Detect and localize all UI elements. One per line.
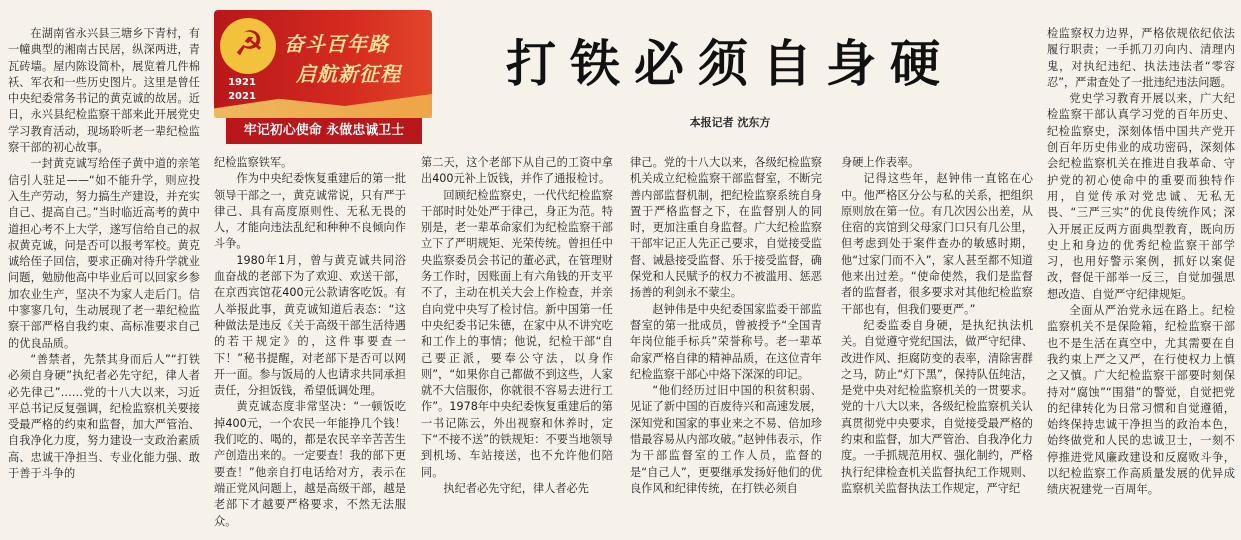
paragraph: “善禁者，先禁其身而后人”“打铁必须自身硬”执纪者必先守纪，律人者必先律己”……党的十八大以来，习近平总书记反复强调，纪检监察机关要接受最严格的约束和监督，加大严管治、自我净化力度，努力建设一支政治素质高、忠诚干净担当、专业化能力强、敢于善于斗争的 — [8, 352, 200, 481]
paragraph: 回顾纪检监察史，一代代纪检监察干部时时处处严于律己，身正为范。特别是，老一辈革命家们为纪检监察干部立下了严明规矩、光荣传统。曾担任中央监察委员会书记的董必武，在管理财务工作时，因账面上有六角钱的开支平不了，主动在机关大会上作检查，并亲自向党中央写了检讨信。新中国第一任中央纪委书记朱德，在家中从不讲究吃和工作上的事情；他说，纪检干部“自己要正派，要奉公守法，以身作则”，“如果你自己都做不到这些，人家就不大信服你，你就很不容易去进行工作”。1978年中央纪委恢复重建后的第一书记陈云，外出视察和休养时，定下“不接不送”的铁规矩：不要当地领导到机场、车站接送，也不允许他们陪同。 — [421, 188, 613, 479]
paragraph: “他们经历过旧中国的积贫积弱、见证了新中国的百废待兴和高速发展，深知党和国家的事业来之不易、倍加珍惜最容易从内部攻破。”赵钟伟表示，作为干部监督室的工作人员，监督的是“自己人”，更要继承发扬好他们的优良作风和纪律传统，在打铁必须自 — [630, 384, 822, 495]
logo-banner: 牢记初心使命 永做忠诚卫士 — [226, 118, 422, 144]
article-headline: 打铁必须自身硬 — [506, 34, 954, 93]
logo-slogan-line2: 启航新征程 — [296, 62, 401, 86]
article-byline: 本报记者 沈东方 — [689, 116, 771, 129]
paragraph: 在湖南省永兴县三塘乡下青村，有一幢典型的湘南古民居，纵深两进，青瓦砖墙。屋内陈设简朴，展览着几件棉袄、军衣和一些历史图片。这里是曾任中央纪委常务书记的黄克诚的故居。近日，永兴县纪检监察干部来此开展党史学习教育活动，现场聆听老一辈纪检监察干部的初心故事。 — [8, 27, 200, 155]
paragraph: 律己。党的十八大以来，各级纪检监察机关成立纪检监察干部监督室，不断完善内部监督机制，把纪检监察系统自身置于严格监督之下，在监督别人的同时，更加注重自身监督。广大纪检监察干部牢记正人先正己要求，自觉接受监督、诫悬接受监督、乐于接受监督，确保党和人民赋予的权力不被滥用、惩恶扬善的利剑永不蒙尘。 — [630, 156, 822, 300]
article-column-2 — [214, 155, 406, 538]
paragraph: 全面从严治党永远在路上。纪检监察机关不是保险箱，纪检监察干部也不是生活在真空中，尤其需要在自我约束上严之又严，在行使权力上慎之又慎。广大纪检监察干部要时刻保持对“腐蚀”“围猎”的警觉，自觉把党的纪律转化为日常习惯和自觉遵循，始终保持忠诚干净担当的政治本色，始终做党和人民的忠诚卫士，一刻不停推进党风廉政建设和反腐败斗争，以纪检监察工作高质量发展的优异成绩庆祝建党一百周年。 — [1047, 304, 1235, 497]
paragraph: 纪检监察铁军。 — [214, 156, 293, 169]
paragraph: 1980年1月，曾与黄克诚共同浴血奋战的老部下为了欢迎、欢送干部，在京西宾馆花400元公款请客吃饭。有人举报此事，黄克诚知道后表态：“这种做法是违反《关于高级干部生活待遇的若干规定》的，这件事要查一下！”秘书提醒，对老部下是否可以网开一面。参与饭局的人也请求共同承担责任，分担饭钱，希望低调处理。 — [214, 253, 406, 398]
article-column-6 — [1047, 26, 1235, 538]
year-end: 2021 — [228, 91, 256, 102]
hammer-sickle-icon: ☭ — [233, 24, 265, 64]
logo-slogan-line1: 奋斗百年路 — [284, 32, 389, 56]
article-column-1 — [8, 26, 200, 538]
article-column-3 — [421, 155, 613, 538]
paragraph: 一封黄克诚写给侄子黄中道的亲笔信引人驻足——“如不能升学，则应投入生产劳动，努力搞生产建设，并充实自己、提高自己。”当时临近高考的黄中道担心考不上大学，遂写信给自己的叔叔黄克诚，问是否可以报考军校。黄克诚给侄子回信，要求正确对待升学就业问题，勉励他高中毕业后可以回家乡参加农业生产，坚决不为家人走后门。信中寥寥几句，生动展现了老一辈纪检监察干部严格自我约束、高标准要求自己的优良品质。 — [8, 157, 200, 350]
paragraph: 党史学习教育开展以来，广大纪检监察干部认真学习党的百年历史、纪检监察史，深刻体悟中国共产党开创百年历史伟业的成功密码，深刻体会纪检监察机关在推进自我革命、守护党的初心使命中的重要而独特作用，自觉传承对党忠诚、无私无畏、“三严三实”的优良传统作风；深入开展正反两方面典型教育，既向历史上和身边的优秀纪检监察干部学习，也用好警示案例，抓好以案促改，督促干部举一反三，自觉加强思想改造、自觉严守纪律规矩。 — [1047, 92, 1235, 301]
paragraph: 纪委监委自身硬，是执纪执法机关。自觉遵守党纪国法，做严守纪律、改进作风、拒腐防变的表率，清除害群之马，防止“灯下黑”，保持队伍纯洁，是党中央对纪检监察机关的一贯要求。党的十八大以来，各级纪检监察机关认真贯彻党中央要求，自觉接受最严格的约束和监督，加大严管治、自我净化力度。一手抓规范用权、强化制约，严格执行纪律检查机关监督执纪工作规则、监察机关监督执法工作规定，严守纪 — [841, 318, 1033, 495]
article-column-4 — [630, 155, 822, 538]
paragraph: 身硬上作表率。 — [841, 156, 920, 169]
centennial-logo — [214, 10, 432, 148]
paragraph: 黄克诚态度非常坚决：“一顿饭吃掉400元，一个农民一年能挣几个钱！我们吃的、喝的，都是农民辛辛苦苦生产创造出来的。一定要查！我的部下更要查！”他亲自打电话给对方，表示在端正党风问题上，越是高级干部，越是老部下才越要严格要求，不然无法服众。 — [214, 400, 406, 528]
paragraph: 赵钟伟是中央纪委国家监委干部监督室的第一批成员，曾被授予“全国青年岗位能手标兵”荣誉称号。老一辈革命家严格自律的精神品质，在这位青年纪检监察干部心中烙下深深的印记。 — [630, 302, 822, 381]
logo-years — [224, 76, 260, 104]
paragraph: 第二天，这个老部下从自己的工资中拿出400元补上饭钱，并作了通报检讨。 — [421, 156, 613, 186]
paragraph: 执纪者必先守纪，律人者必先 — [443, 481, 589, 495]
paragraph: 检监察权力边界，严格依规依纪依法履行职责；一手抓刀刃向内、清理内鬼，对执纪违纪、执法违法者“零容忍”，严肃查处了一批违纪违法问题。 — [1047, 27, 1235, 89]
article-column-5 — [841, 155, 1033, 538]
paragraph: 记得这些年，赵钟伟一直铭在心中。他严格区分公与私的关系，把组织原则放在第一位。有几次因公出差，从住宿的宾馆到父母家门口只有几公里，但考虑到处于案件查办的敏感时期，他“过家门而不入”，家人甚至都不知道他来出过差。“使命使然，我们是监督者的监督者，很多要求对其他纪检监察干部也有，但我们要更严。” — [841, 172, 1033, 316]
year-start: 1921 — [228, 77, 256, 88]
paragraph: 作为中央纪委恢复重建后的第一批领导干部之一，黄克诚常说，只有严于律己、具有高度原则性、无私无畏的人，才能向违法乱纪和种种不良倾向作斗争。 — [214, 172, 406, 251]
